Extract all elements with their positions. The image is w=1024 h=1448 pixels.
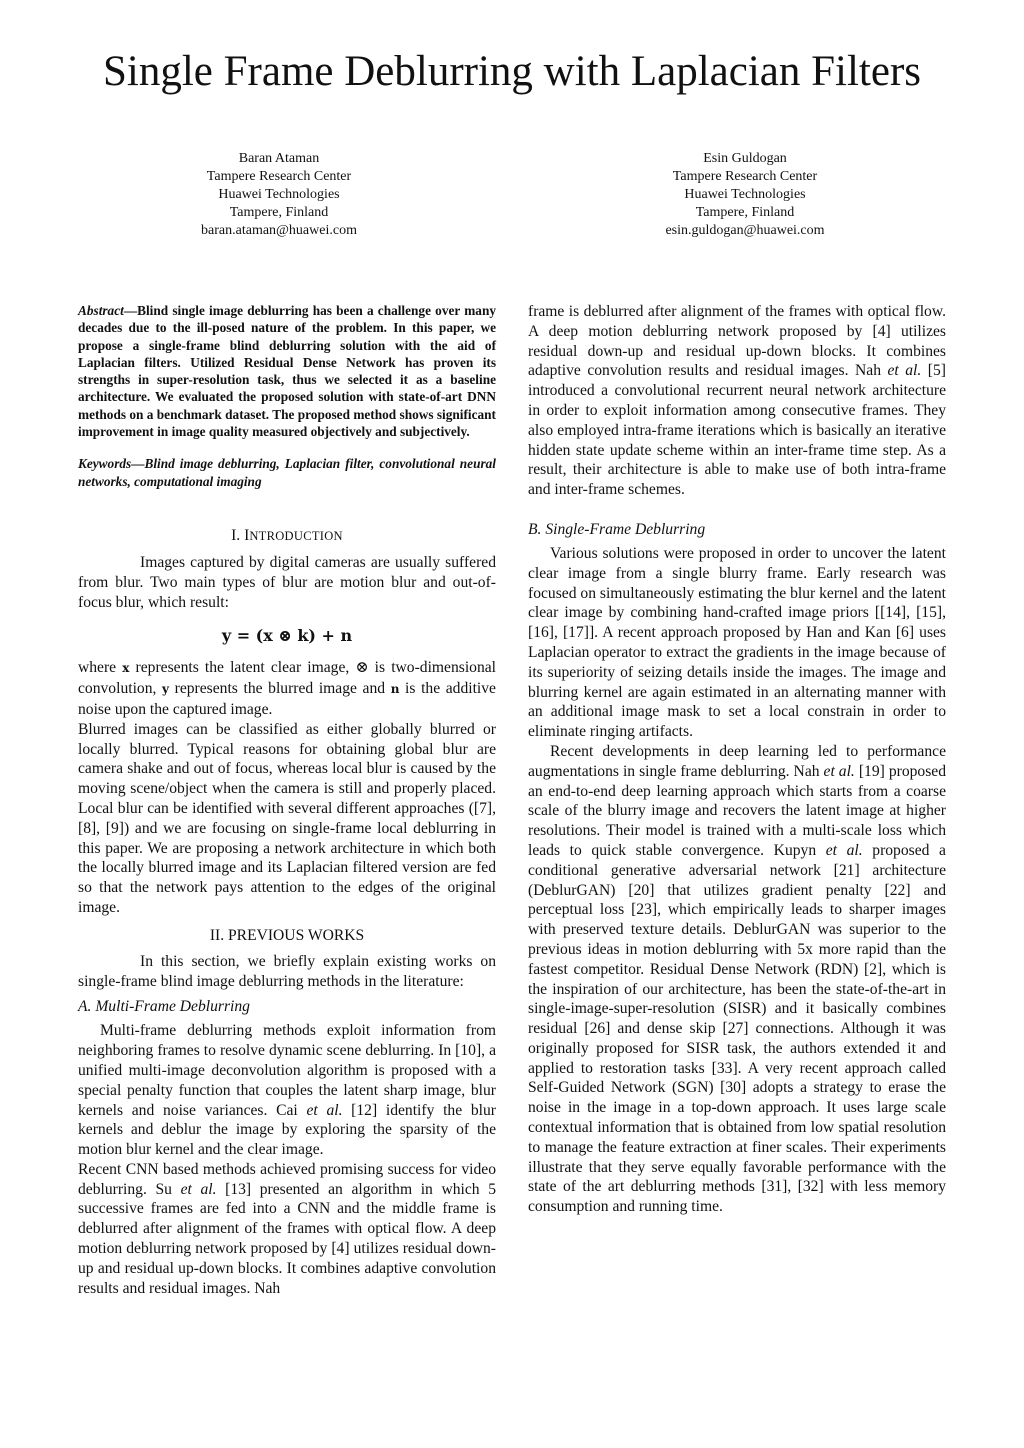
text-run: [13] presented an algorithm in which 5 successive frames are fed into a CNN and the middle frame is deblurred after alignment of the frames with optical flow. A deep motion deblurring network proposed by [4] utilizes residual down-up and residual up-down blocks. It combines adaptive convolution results and residual images. Nah [78, 1180, 496, 1297]
text-run: is the additive noise upon the captured image. [78, 680, 496, 718]
et-al: et al. [887, 362, 922, 380]
single-frame-paragraph-1: Various solutions were proposed in order to uncover the latent clear image from a single blurry frame. Early research was focused on simultaneously estimating the blur kernel and the latent clear image by combining hand-crafted image priors [[14], [15], [16], [17]]. A recent approach proposed by Han and Kan [6] uses Laplacian operator to extract the gradients in the image because of its superiority of seizing details inside the images. The image and blurring kernel are again estimated in an alternating manner with an additional image mask to set a local constrain in order to eliminate ringing artifacts. [528, 544, 946, 741]
section-heading-rest: NTRODUCTION [249, 528, 343, 543]
et-al: et al. [825, 841, 863, 859]
text-run: [19] proposed an end-to-end deep learning approach which starts from a coarse scale of the blurry image and recovers the latent image at higher resolutions. Their model is trained with a multi-scale loss which leads to quick stable convergence. Kupyn [528, 762, 946, 859]
author-name: Esin Guldogan [703, 151, 787, 166]
section-number: I. [231, 526, 241, 544]
right-column [528, 302, 946, 1217]
text-run: where [78, 659, 123, 677]
intro-paragraph-2 [78, 658, 496, 719]
keywords: Keywords—Blind image deblurring, Laplacian filter, convolutional neural networks, computational imaging [78, 456, 496, 489]
author-company: Huawei Technologies [218, 187, 340, 202]
author-name: Baran Ataman [238, 151, 320, 166]
multi-frame-paragraph-1 [78, 1021, 496, 1160]
section-heading-previous-works: II. PREVIOUS WORKS [209, 926, 365, 944]
symbol-y: y [162, 682, 170, 697]
et-al: et al. [306, 1101, 343, 1119]
author-email: esin.guldogan@huawei.com [665, 223, 825, 238]
et-al: et al. [823, 762, 855, 780]
paper-title: Single Frame Deblurring with Laplacian Filters [102, 48, 921, 95]
abstract [78, 302, 496, 440]
intro-paragraph-1: Images captured by digital cameras are usually suffered from blur. Two main types of blur are motion blur and out-of-focus blur, which result: [78, 553, 496, 611]
section-heading-introduction [78, 526, 496, 546]
author-block-1 [129, 150, 429, 240]
text-run: represents the latent clear image, ⊗ is two-dimensional convolution, [78, 659, 497, 698]
et-al: et al. [180, 1180, 217, 1198]
single-frame-paragraph-2 [528, 742, 946, 1217]
author-company: Huawei Technologies [684, 187, 806, 202]
author-block-2 [595, 150, 895, 240]
abstract-dash: — [123, 303, 138, 318]
symbol-x: x [122, 661, 130, 676]
text-run: represents the blurred image and [169, 680, 391, 698]
author-org: Tampere Research Center [672, 169, 818, 184]
subsection-heading-multi-frame: A. Multi-Frame Deblurring [78, 998, 250, 1016]
text-run: Recent developments in deep learning led to performance augmentations in single frame deblurring. Nah [528, 742, 946, 780]
left-column [78, 302, 497, 1297]
multi-frame-paragraph-2 [78, 1160, 496, 1297]
subsection-heading-single-frame: B. Single-Frame Deblurring [528, 520, 706, 538]
author-email: baran.ataman@huawei.com [201, 223, 357, 238]
section-heading-initial: I [244, 526, 250, 544]
previous-paragraph-1: In this section, we briefly explain existing works on single-frame blind image deblurring methods in the literature: [78, 952, 496, 990]
author-org: Tampere Research Center [206, 169, 352, 184]
text-run: Recent CNN based methods achieved promising success for video deblurring. Su [78, 1160, 496, 1198]
abstract-label: Abstract [78, 303, 124, 318]
multi-frame-paragraph-2-continued: frame is deblurred after alignment of the frames with optical flow. A deep motion deblurring network proposed by [4] utilizes residual down-up and residual up-down blocks. It combines adaptive convolution results and residual images. Nah et al. [5] introduced a convolutional recurrent neural network architecture in order to exploit information among consecutive frames. They also employed intra-frame iterations which is basically an iterative hidden state update scheme within an inter-frame time step. As a result, their architecture is able to make use of both intra-frame and inter-frame schemes. [528, 303, 946, 499]
text-run: proposed a conditional generative adversarial network [21] architecture (DeblurGAN) [20] that utilizes gradient penalty [22] and perceptual loss [23], which empirically leads to sharper images with preserved texture details. DeblurGAN was superior to the previous ideas in motion deblurring with 5x more rapid than the fastest competitor. Residual Dense Network (RDN) [2], which is the inspiration of our architecture, has been the state-of-the-art in single-image-super-resolution (SISR) and it basically combines residual [26] and dense skip [27] connections. Although it was originally proposed for SISR task, the authors extended it and applied to restoration tasks [33]. A very recent approach called Self-Guided Network (SGN) [30] adopts a strategy to erase the noise in the image in a top-down approach. It uses large scale contextual information that is obtained from low spatial resolution to manage the feature extraction at finer scales. Their experiments illustrate that they serve equally favorable performance with the state of the art deblurring methods [31], [32] with less memory consumption and running time. [528, 841, 946, 1216]
symbol-n: n [390, 682, 400, 697]
blur-equation: y = (x ⊗ k) + n [221, 626, 353, 646]
text-run: Multi-frame deblurring methods exploit information from neighboring frames to resolve dynamic scene deblurring. In [10], a unified multi-image deconvolution algorithm is proposed with a special penalty function that couples the latent sharp image, blur kernels and noise variances. Cai [78, 1022, 496, 1119]
author-location: Tampere, Finland [229, 205, 329, 220]
intro-paragraph-3: Blurred images can be classified as either globally blurred or locally blurred. Typical reasons for obtaining global blur are camera shake and out of focus, whereas local blur is caused by the moving scene/object when the camera is still and properly placed. Local blur can be identified with several different approaches ([7], [8], [9]) and we are focusing on single-frame local deblurring in this paper. We are proposing a network architecture in which both the locally blurred image and its Laplacian filtered version are fed so that the network pays attention to the edges of the original image. [78, 720, 496, 916]
text-run: [12] identify the blur kernels and deblur the image by exploring the sparsity of the motion blur kernel and the clear image. [78, 1101, 496, 1159]
abstract-text: Blind single image deblurring has been a challenge over many decades due to the ill-posed nature of the problem. In this paper, we propose a single-frame blind deblurring solution with the aid of Laplacian filters. Utilized Residual Dense Network has proven its strengths in super-resolution task, thus we selected it as a baseline architecture. We evaluated the proposed solution with state-of-art DNN methods on a benchmark dataset. The proposed method shows significant improvement in image quality measured objectively and subjectively. [78, 303, 496, 440]
author-location: Tampere, Finland [695, 205, 795, 220]
text-run: [5] introduced a convolutional recurrent neural network architecture in order to exploit information among consecutive frames. They also employed intra-frame iterations which is basically an iterative hidden state update scheme within an inter-frame time step. As a result, their architecture is able to make use of both intra-frame and inter-frame schemes. [528, 362, 946, 499]
